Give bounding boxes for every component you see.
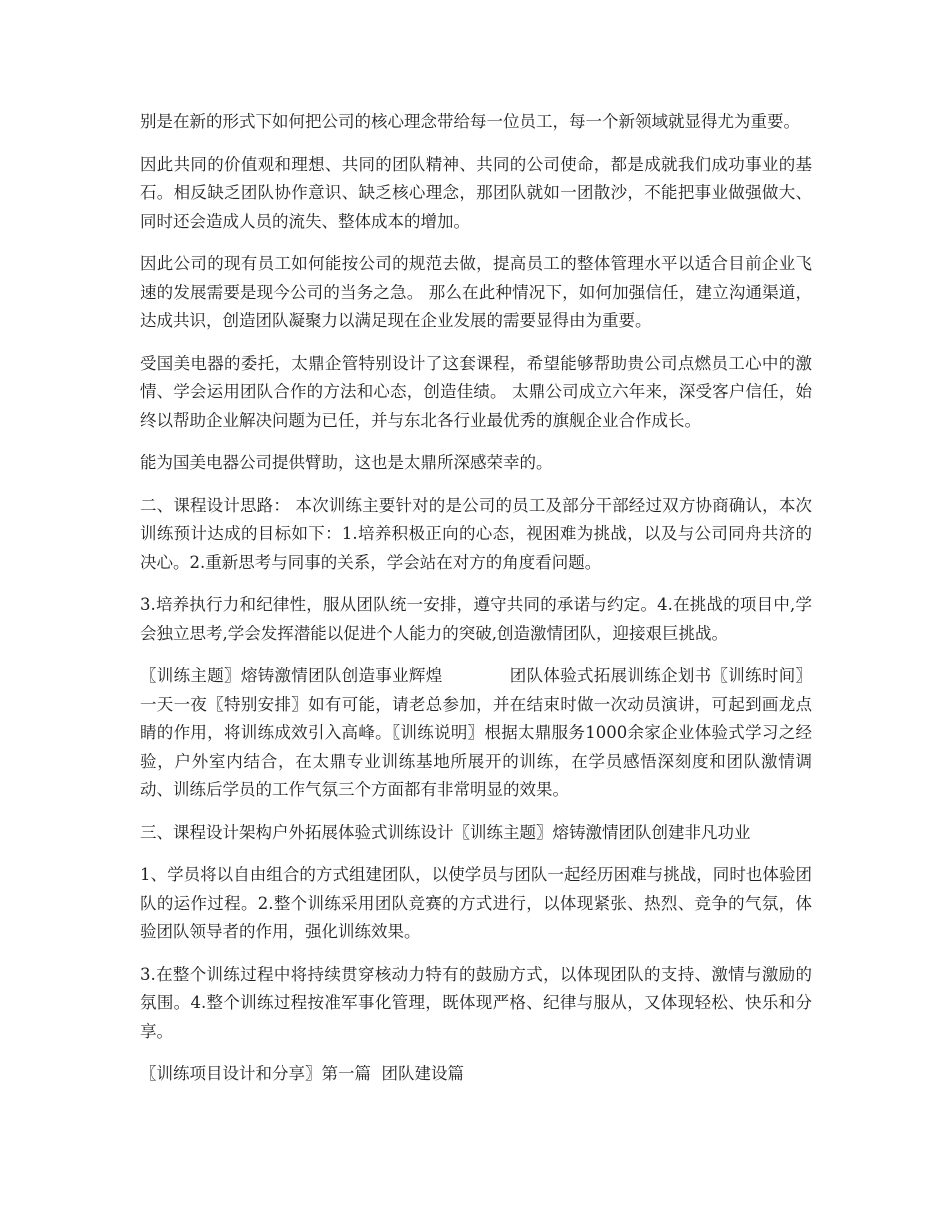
paragraph-5: 能为国美电器公司提供臂助，这也是太鼎所深感荣幸的。 — [140, 453, 553, 472]
paragraph-2: 因此共同的价值观和理想、共同的团队精神、共同的公司使命，都是成就我们成功事业的基石。相反缺乏团队协作意识、缺乏核心理念，那团队就如一团散沙，不能把事业做强做大、同时还会造成人员的流失、整体成本的增加。 — [140, 154, 812, 231]
paragraph-12: 〖训练项目设计和分享〗第一篇 团队建设篇 — [140, 1064, 464, 1083]
paragraph-6: 二、课程设计思路： 本次训练主要针对的是公司的员工及部分干部经过双方协商确认，本次训练预计达成的目标如下：1.培养积极正向的心态，视困难为挑战，以及与公司同舟共济的决心。2.重新思考与同事的关系，学会站在对方的角度看问题。 — [140, 495, 812, 572]
document-body — [140, 108, 812, 1103]
paragraph-9: 三、课程设计架构户外拓展体验式训练设计〖训练主题〗熔铸激情团队创建非凡功业 — [140, 822, 751, 842]
paragraph-7: 3.培养执行力和纪律性，服从团队统一安排，遵守共同的承诺与约定。4.在挑战的项目中,学会独立思考,学会发挥潜能以促进个人能力的突破,创造激情团队，迎接艰巨挑战。 — [140, 595, 812, 643]
paragraph-1: 别是在新的形式下如何把公司的核心理念带给每一位员工，每一个新领域就显得尤为重要。 — [140, 112, 800, 131]
paragraph-3: 因此公司的现有员工如何能按公司的规范去做，提高员工的整体管理水平以适合目前企业飞速的发展需要是现今公司的当务之急。 那么在此种情况下，如何加强信任，建立沟通渠道，达成共识，创造团队凝聚力以满足现在企业发展的需要显得由为重要。 — [140, 254, 812, 330]
paragraph-4: 受国美电器的委托，太鼎企管特别设计了这套课程，希望能够帮助贵公司点燃员工心中的激情、学会运用团队合作的方法和心态，创造佳绩。 太鼎公司成立六年来，深受客户信任，始终以帮助企业解决问题为已任，并与东北各行业最优秀的旗舰企业合作成长。 — [140, 353, 812, 430]
paragraph-8: 〖训练主题〗熔铸激情团队创造事业辉煌 团队体验式拓展训练企划书〖训练时间〗一天一夜〖特别安排〗如有可能，请老总参加，并在结束时做一次动员演讲，可起到画龙点睛的作用，将训练成效引入高峰。〖训练说明〗根据太鼎服务1000余家企业体验式学习之经验，户外室内结合，在太鼎专业训练基地所展开的训练，在学员感悟深刻度和团队激情调动、训练后学员的工作气氛三个方面都有非常明显的效果。 — [140, 666, 812, 799]
paragraph-11: 3.在整个训练过程中将持续贯穿核动力特有的鼓励方式，以体现团队的支持、激情与激励的氛围。4.整个训练过程按准军事化管理，既体现严格、纪律与服从，又体现轻松、快乐和分享。 — [140, 964, 812, 1041]
paragraph-10: 1、学员将以自由组合的方式组建团队，以使学员与团队一起经历困难与挑战，同时也体验团队的运作过程。2.整个训练采用团队竞赛的方式进行，以体现紧张、热烈、竞争的气氛，体验团队领导者的作用，强化训练效果。 — [140, 865, 812, 941]
